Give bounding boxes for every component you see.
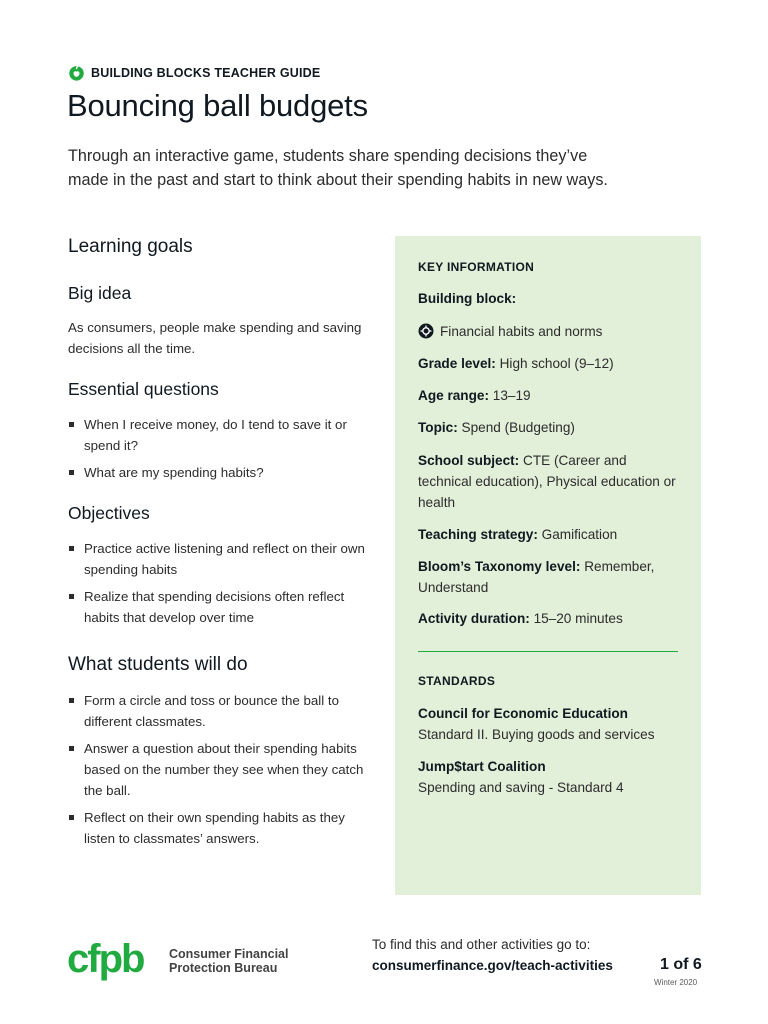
essential-questions-heading: Essential questions	[68, 379, 219, 399]
learning-goals-heading: Learning goals	[68, 236, 193, 257]
list-item: Form a circle and toss or bounce the ball to different classmates.	[68, 690, 378, 732]
age-range-row: Age range: 13–19	[418, 388, 531, 403]
objectives-list	[68, 538, 378, 634]
list-item: When I receive money, do I tend to save it or spend it?	[68, 414, 378, 456]
guide-eyebrow	[68, 64, 320, 81]
list-item: Answer a question about their spending habits based on the number they see when they catch the ball.	[68, 738, 378, 801]
section-divider	[418, 651, 678, 652]
essential-questions-list	[68, 414, 378, 489]
students-will-do-heading: What students will do	[68, 654, 248, 675]
grade-level-row: Grade level: High school (9–12)	[418, 356, 614, 371]
building-block-value: Financial habits and norms	[418, 321, 680, 342]
activities-link[interactable]: consumerfinance.gov/teach-activities	[372, 958, 613, 973]
standard-org: Jump$tart Coalition	[418, 759, 546, 774]
key-information-caption: KEY INFORMATION	[418, 260, 535, 274]
topic-row: Topic: Spend (Budgeting)	[418, 420, 575, 435]
apple-icon	[68, 64, 85, 81]
list-item: Practice active listening and reflect on their own spending habits	[68, 538, 378, 580]
standards-caption: STANDARDS	[418, 674, 496, 688]
students-will-do-list	[68, 690, 378, 855]
activity-duration-row: Activity duration: 15–20 minutes	[418, 611, 623, 626]
blooms-level-row: Bloom’s Taxonomy level: Remember, Understand	[418, 559, 655, 595]
cfpb-logo	[67, 938, 288, 984]
big-idea-text: As consumers, people make spending and saving decisions all the time.	[68, 320, 362, 356]
habits-icon	[418, 323, 434, 339]
teaching-strategy-row: Teaching strategy: Gamification	[418, 527, 618, 542]
school-subject-row: School subject: CTE (Career and technical education), Physical education or health	[418, 453, 676, 510]
find-activities-text: To find this and other activities go to:	[372, 937, 591, 952]
key-information-panel	[395, 236, 701, 895]
page-number: 1 of 6	[660, 956, 702, 973]
standard-detail: Standard II. Buying goods and services	[418, 727, 655, 742]
list-item: Realize that spending decisions often reflect habits that develop over time	[68, 586, 378, 628]
standard-detail: Spending and saving - Standard 4	[418, 780, 624, 795]
standard-org: Council for Economic Education	[418, 706, 628, 721]
big-idea-heading: Big idea	[68, 283, 132, 303]
list-item: Reflect on their own spending habits as they listen to classmates’ answers.	[68, 807, 378, 849]
list-item: What are my spending habits?	[68, 462, 378, 483]
org-name: Consumer Financial Protection Bureau	[169, 947, 289, 975]
intro-text: Through an interactive game, students share spending decisions they’ve made in the past and start to think about their spending habits in new ways.	[68, 147, 608, 189]
building-block-label: Building block:	[418, 291, 517, 306]
page-title: Bouncing ball budgets	[67, 88, 368, 123]
cfpb-wordmark	[67, 938, 159, 984]
objectives-heading: Objectives	[68, 503, 150, 523]
eyebrow-text: BUILDING BLOCKS TEACHER GUIDE	[91, 65, 321, 80]
svg-text:cfpb: cfpb	[67, 938, 144, 981]
edition-date: Winter 2020	[654, 978, 698, 987]
